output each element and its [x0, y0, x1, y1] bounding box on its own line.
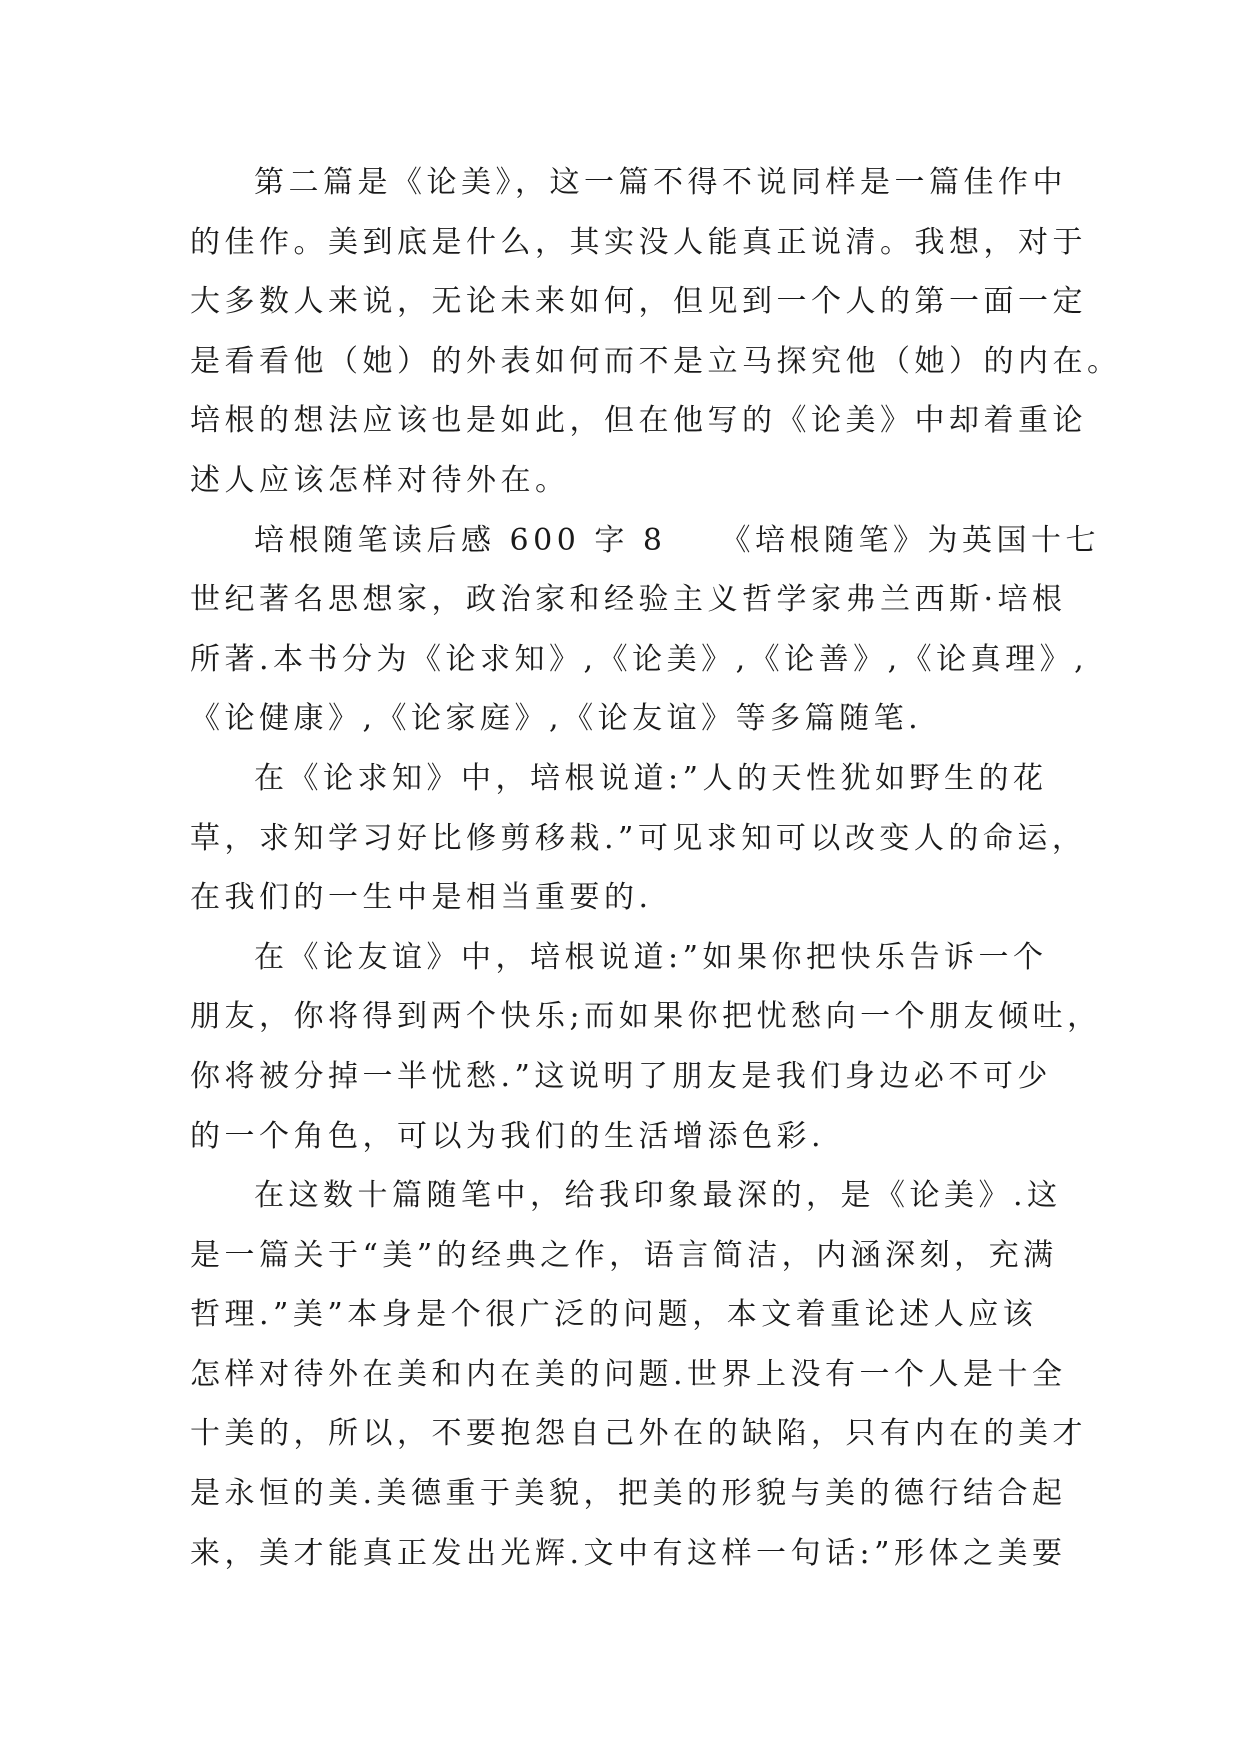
text-line: 的佳作。美到底是什么，其实没人能真正说清。我想，对于	[190, 224, 1087, 260]
text-line: 培根的想法应该也是如此，但在他写的《论美》中却着重论	[190, 403, 1087, 439]
text-line: 《论健康》,《论家庭》,《论友谊》等多篇随笔.	[190, 701, 923, 737]
text-line: 大多数人来说，无论未来如何，但见到一个人的第一面一定	[190, 284, 1087, 320]
text-line: 的一个角色，可以为我们的生活增添色彩.	[190, 1118, 826, 1154]
text-line: 怎样对待外在美和内在美的问题.世界上没有一个人是十全	[190, 1356, 1067, 1392]
text-line: 你将被分掉一半忧愁.”这说明了朋友是我们身边必不可少	[190, 1058, 1052, 1094]
text-line: 在我们的一生中是相当重要的.	[190, 880, 653, 916]
text-line: 是永恒的美.美德重于美貌，把美的形貌与美的德行结合起	[190, 1476, 1067, 1512]
text-line: 草，求知学习好比修剪移栽.”可见求知可以改变人的命运，	[190, 820, 1087, 856]
text-line: 十美的，所以，不要抱怨自己外在的缺陷，只有内在的美才	[190, 1416, 1087, 1452]
text-line: 在《论求知》中，培根说道:”人的天性犹如野生的花	[254, 760, 1048, 796]
text-line: 是看看他（她）的外表如何而不是立马探究他（她）的内在。	[190, 343, 1122, 379]
text-line: 朋友，你将得到两个快乐;而如果你把忧愁向一个朋友倾吐，	[190, 999, 1102, 1035]
text-line: 世纪著名思想家，政治家和经验主义哲学家弗兰西斯·培根	[190, 582, 1067, 618]
text-line: 培根随笔读后感 600 字 8 《培根随笔》为英国十七	[254, 522, 1100, 558]
text-line: 第二篇是《论美》，这一篇不得不说同样是一篇佳作中	[254, 165, 1067, 200]
text-line: 哲理.”美”本身是个很广泛的问题，本文着重论述人应该	[190, 1297, 1038, 1333]
body-text	[190, 153, 1122, 1583]
text-line: 所著.本书分为《论求知》,《论美》,《论善》,《论真理》,	[190, 641, 1089, 677]
text-line: 来，美才能真正发出光辉.文中有这样一句话:”形体之美要	[190, 1535, 1067, 1571]
text-line: 述人应该怎样对待外在。	[190, 462, 570, 498]
text-line: 是一篇关于“美”的经典之作，语言简洁，内涵深刻，充满	[190, 1237, 1058, 1273]
text-line: 在这数十篇随笔中，给我印象最深的，是《论美》.这	[254, 1178, 1062, 1214]
text-line: 在《论友谊》中，培根说道:”如果你把快乐告诉一个	[254, 939, 1048, 975]
